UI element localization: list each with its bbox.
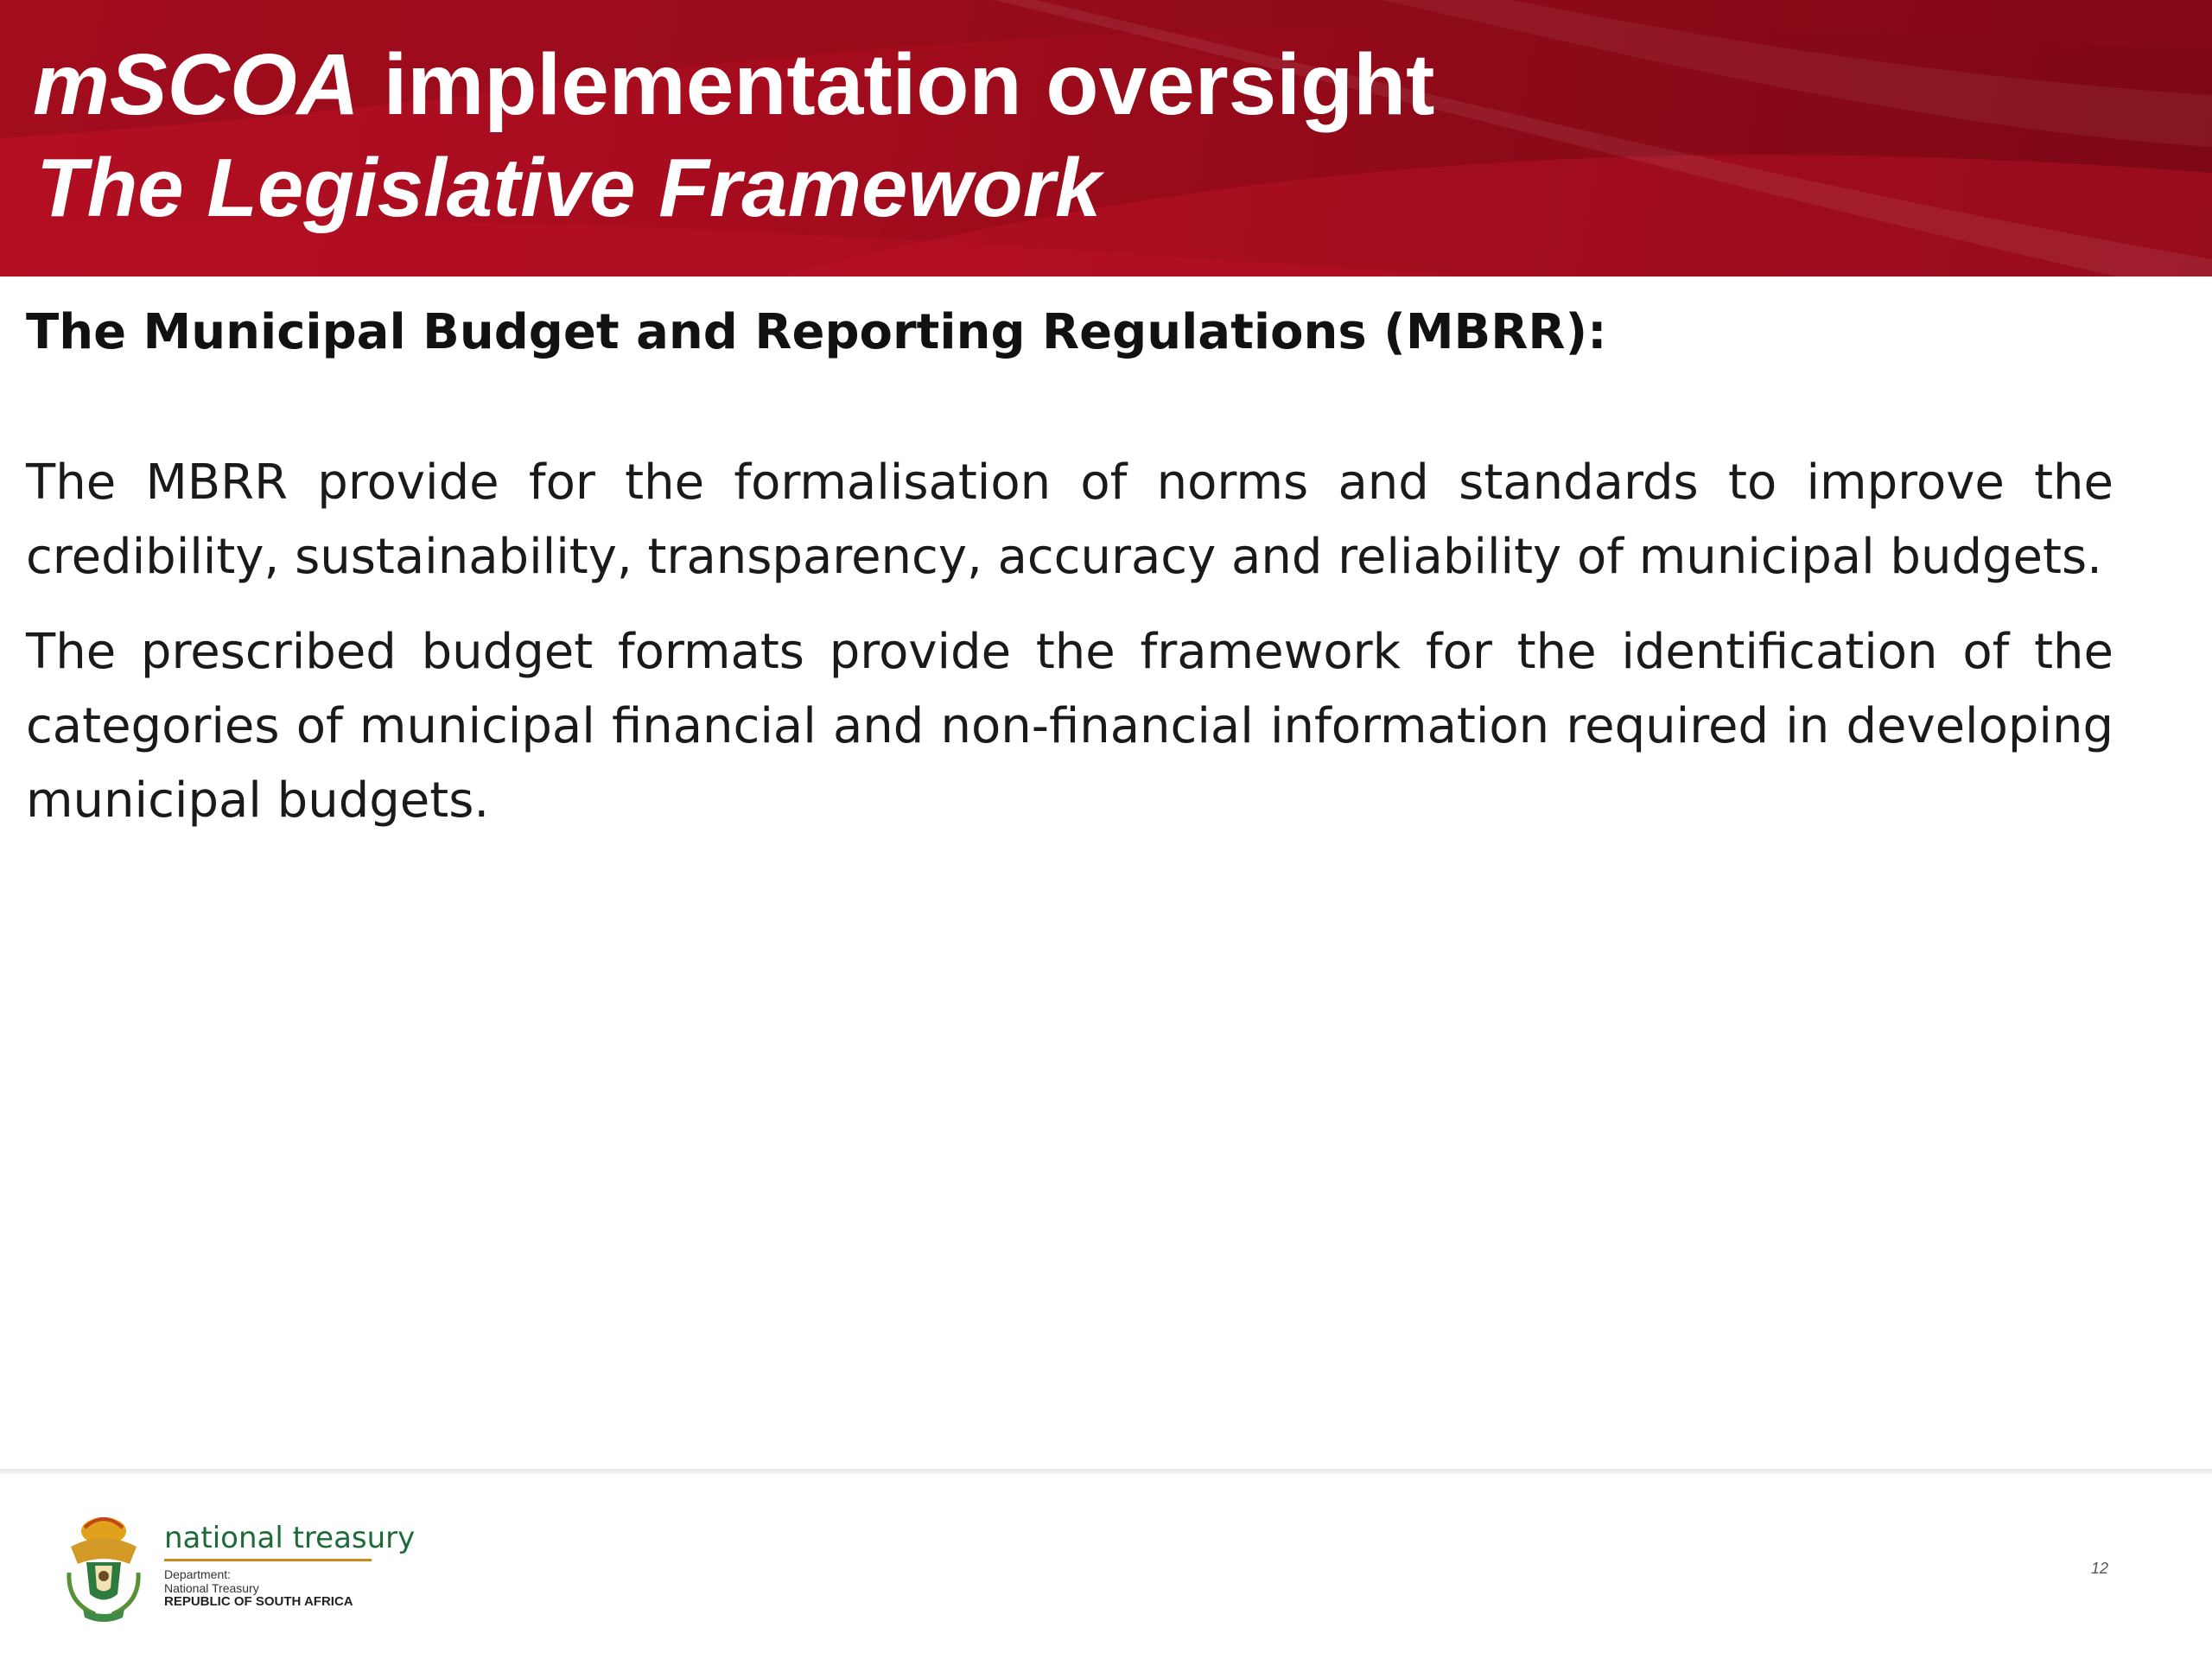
slide-title bbox=[33, 33, 1434, 137]
header-banner bbox=[0, 0, 2212, 276]
org-department-name: National Treasury bbox=[164, 1581, 259, 1595]
footer-divider bbox=[0, 1469, 2212, 1474]
paragraph-budget-formats: The prescribed budget formats provide the framework for the identification of the categories of municipal financial and non-financial information required in developing municipal budgets. bbox=[26, 624, 2113, 829]
title-rest: implementation oversight bbox=[359, 36, 1435, 133]
slide-subtitle: The Legislative Framework bbox=[36, 142, 1102, 234]
national-treasury-logo bbox=[60, 1512, 416, 1633]
page-number: 12 bbox=[2091, 1560, 2109, 1577]
section-heading: The Municipal Budget and Reporting Regulations (MBRR): bbox=[26, 304, 1607, 360]
org-department-label: Department: bbox=[164, 1567, 232, 1581]
org-country: REPUBLIC OF SOUTH AFRICA bbox=[164, 1594, 353, 1609]
paragraph-mbrr-purpose: The MBRR provide for the formalisation of norms and standards to improve the credibility, sustainability, transparency, accuracy and reliability of municipal budgets. bbox=[26, 454, 2113, 585]
org-name: national treasury bbox=[164, 1521, 416, 1555]
title-emphasis: mSCOA bbox=[33, 36, 359, 133]
coat-of-arms-icon bbox=[60, 1512, 147, 1624]
slide-content bbox=[26, 294, 2113, 838]
org-name-underline bbox=[164, 1559, 372, 1561]
